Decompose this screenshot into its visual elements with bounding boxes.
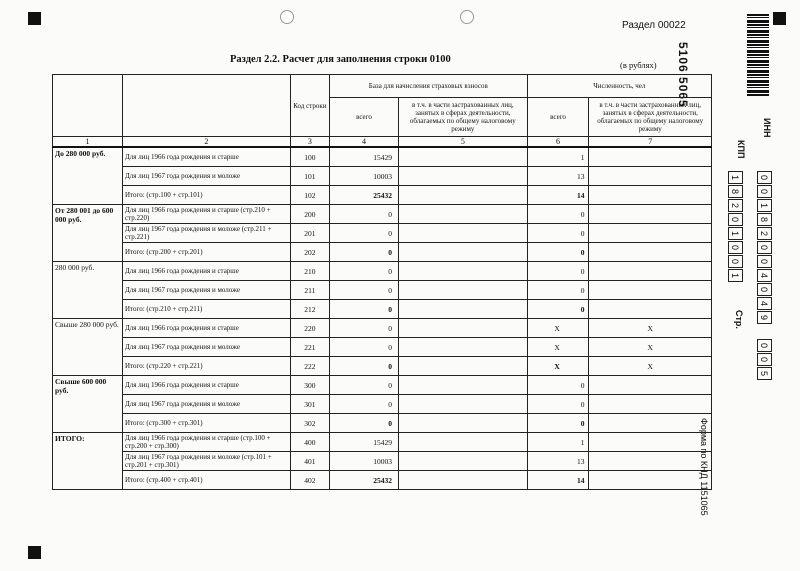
- count-total-value: X: [527, 319, 589, 338]
- count-sub-value: [589, 205, 712, 224]
- count-total-value: 0: [527, 205, 589, 224]
- count-total-value: 0: [527, 414, 589, 433]
- base-total-value: 0: [329, 224, 398, 243]
- row-description: Для лиц 1966 года рождения и старше (стр.210 + стр.220): [123, 205, 291, 224]
- inn-digit-cell: 0: [757, 171, 772, 184]
- section-code: Раздел 00022: [622, 20, 686, 31]
- row-description: Итого: (стр.300 + стр.301): [123, 414, 291, 433]
- header-base: База для начисления страховых взносов: [329, 75, 527, 98]
- header-base-total: всего: [329, 98, 398, 137]
- group-label: ИТОГО:: [53, 433, 123, 490]
- kpp-digit-cell: 1: [728, 227, 743, 240]
- base-sub-value: [398, 471, 527, 490]
- base-total-value: 0: [329, 395, 398, 414]
- base-sub-value: [398, 376, 527, 395]
- count-sub-value: [589, 224, 712, 243]
- base-total-value: 0: [329, 376, 398, 395]
- base-total-value: 0: [329, 357, 398, 376]
- inn-digit-cell: 0: [757, 255, 772, 268]
- row-description: Для лиц 1966 года рождения и старше: [123, 262, 291, 281]
- row-description: Для лиц 1967 года рождения и моложе: [123, 395, 291, 414]
- count-sub-value: [589, 452, 712, 471]
- row-code: 212: [290, 300, 329, 319]
- column-number: 3: [290, 137, 329, 148]
- count-sub-value: [589, 262, 712, 281]
- inn-cells: [758, 170, 771, 324]
- base-total-value: 0: [329, 262, 398, 281]
- header-empty-2: [123, 75, 291, 137]
- base-sub-value: [398, 338, 527, 357]
- count-total-value: 0: [527, 243, 589, 262]
- base-total-value: 0: [329, 281, 398, 300]
- table-row: [53, 433, 712, 452]
- inn-digit-cell: 0: [757, 241, 772, 254]
- count-sub-value: [589, 300, 712, 319]
- page-number-label: Стр.: [734, 310, 744, 329]
- punch-hole-left: [280, 10, 294, 24]
- count-total-value: 1: [527, 147, 589, 167]
- count-sub-value: [589, 471, 712, 490]
- table-row: [53, 281, 712, 300]
- row-description: Итого: (стр.210 + стр.211): [123, 300, 291, 319]
- row-description: Для лиц 1966 года рождения и старше (стр.100 + стр.200 + стр.300): [123, 433, 291, 452]
- row-description: Для лиц 1967 года рождения и моложе: [123, 281, 291, 300]
- row-description: Для лиц 1966 года рождения и старше: [123, 376, 291, 395]
- page-title: Раздел 2.2. Расчет для заполнения строки 0100: [230, 54, 451, 65]
- base-sub-value: [398, 224, 527, 243]
- base-total-value: 15429: [329, 433, 398, 452]
- kpp-digit-cell: 8: [728, 185, 743, 198]
- table-row: [53, 186, 712, 205]
- column-number: 6: [527, 137, 589, 148]
- inn-digit-cell: 9: [757, 311, 772, 324]
- inn-digit-cell: 4: [757, 269, 772, 282]
- kpp-digit-cell: 1: [728, 269, 743, 282]
- base-sub-value: [398, 262, 527, 281]
- header-count-total: всего: [527, 98, 589, 137]
- inn-digit-cell: 2: [757, 227, 772, 240]
- table-row: [53, 395, 712, 414]
- count-total-value: 13: [527, 452, 589, 471]
- row-description: Для лиц 1966 года рождения и старше: [123, 319, 291, 338]
- base-sub-value: [398, 205, 527, 224]
- base-sub-value: [398, 357, 527, 376]
- header-base-sub: в т.ч. в части застрахованных лиц, занятых в сферах деятельности, облагаемых по общему налоговому режиму: [398, 98, 527, 137]
- kpp-digit-cell: 2: [728, 199, 743, 212]
- count-total-value: 0: [527, 300, 589, 319]
- count-sub-value: X: [589, 319, 712, 338]
- inn-digit-cell: 0: [757, 283, 772, 296]
- table-row: [53, 205, 712, 224]
- base-total-value: 10003: [329, 452, 398, 471]
- count-sub-value: X: [589, 357, 712, 376]
- count-total-value: 14: [527, 186, 589, 205]
- base-total-value: 0: [329, 243, 398, 262]
- row-code: 402: [290, 471, 329, 490]
- count-sub-value: [589, 433, 712, 452]
- count-total-value: 0: [527, 376, 589, 395]
- count-total-value: 14: [527, 471, 589, 490]
- count-sub-value: [589, 243, 712, 262]
- count-sub-value: [589, 414, 712, 433]
- base-total-value: 15429: [329, 147, 398, 167]
- row-code: 221: [290, 338, 329, 357]
- count-sub-value: [589, 395, 712, 414]
- table-row: [53, 452, 712, 471]
- row-description: Итого: (стр.400 + стр.401): [123, 471, 291, 490]
- count-total-value: 1: [527, 433, 589, 452]
- table-row: [53, 167, 712, 186]
- row-code: 102: [290, 186, 329, 205]
- row-description: Для лиц 1967 года рождения и моложе: [123, 167, 291, 186]
- count-sub-value: [589, 376, 712, 395]
- inn-digit-cell: 1: [757, 199, 772, 212]
- base-sub-value: [398, 147, 527, 167]
- column-number: 1: [53, 137, 123, 148]
- base-sub-value: [398, 167, 527, 186]
- row-description: Для лиц 1966 года рождения и старше: [123, 147, 291, 167]
- row-code: 211: [290, 281, 329, 300]
- table-row: [53, 224, 712, 243]
- base-total-value: 0: [329, 414, 398, 433]
- kpp-digit-cell: 0: [728, 241, 743, 254]
- table-row: [53, 357, 712, 376]
- row-code: 101: [290, 167, 329, 186]
- base-sub-value: [398, 281, 527, 300]
- calculation-table: [52, 74, 712, 490]
- corner-marker-bottom-left: [28, 546, 41, 559]
- group-label: 280 000 руб.: [53, 262, 123, 319]
- base-total-value: 0: [329, 300, 398, 319]
- count-sub-value: [589, 147, 712, 167]
- row-code: 222: [290, 357, 329, 376]
- count-sub-value: X: [589, 338, 712, 357]
- count-total-value: 0: [527, 281, 589, 300]
- count-sub-value: [589, 186, 712, 205]
- base-total-value: 0: [329, 319, 398, 338]
- page-digit-cell: 0: [757, 339, 772, 352]
- count-total-value: 0: [527, 224, 589, 243]
- base-total-value: 0: [329, 338, 398, 357]
- group-label: Свыше 600 000 руб.: [53, 376, 123, 433]
- base-sub-value: [398, 186, 527, 205]
- table-row: [53, 147, 712, 167]
- base-total-value: 25432: [329, 186, 398, 205]
- table-row: [53, 338, 712, 357]
- barcode: [747, 14, 769, 96]
- base-sub-value: [398, 243, 527, 262]
- row-description: Для лиц 1967 года рождения и моложе: [123, 338, 291, 357]
- base-sub-value: [398, 433, 527, 452]
- group-label: До 280 000 руб.: [53, 147, 123, 205]
- base-sub-value: [398, 319, 527, 338]
- row-description: Итого: (стр.100 + стр.101): [123, 186, 291, 205]
- row-code: 202: [290, 243, 329, 262]
- column-number: 2: [123, 137, 291, 148]
- row-code: 302: [290, 414, 329, 433]
- table-row: [53, 243, 712, 262]
- row-code: 401: [290, 452, 329, 471]
- row-code: 220: [290, 319, 329, 338]
- row-description: Для лиц 1967 года рождения и моложе (стр.211 + стр.221): [123, 224, 291, 243]
- inn-digit-cell: 0: [757, 185, 772, 198]
- column-numbers-row: [53, 137, 712, 148]
- table-row: [53, 414, 712, 433]
- count-total-value: 13: [527, 167, 589, 186]
- page-number-cells: [758, 338, 771, 380]
- corner-marker-top-right: [773, 12, 786, 25]
- barcode-number: 5106 5065: [676, 42, 690, 108]
- row-code: 400: [290, 433, 329, 452]
- kpp-digit-cell: 0: [728, 213, 743, 226]
- column-number: 7: [589, 137, 712, 148]
- kpp-digit-cell: 1: [728, 171, 743, 184]
- column-number: 4: [329, 137, 398, 148]
- units-label: (в рублях): [620, 60, 657, 70]
- header-count-sub: в т.ч. в части застрахованных лиц, занятых в сферах деятельности, облагаемых по общему налоговому режиму: [589, 98, 712, 137]
- group-label: Свыше 280 000 руб.: [53, 319, 123, 376]
- kpp-digit-cell: 0: [728, 255, 743, 268]
- row-code: 301: [290, 395, 329, 414]
- row-code: 200: [290, 205, 329, 224]
- base-total-value: 25432: [329, 471, 398, 490]
- row-description: Итого: (стр.200 + стр.201): [123, 243, 291, 262]
- count-total-value: 0: [527, 395, 589, 414]
- inn-digit-cell: 8: [757, 213, 772, 226]
- count-sub-value: [589, 167, 712, 186]
- count-total-value: 0: [527, 262, 589, 281]
- table-row: [53, 471, 712, 490]
- row-code: 210: [290, 262, 329, 281]
- row-description: Для лиц 1967 года рождения и моложе (стр.101 + стр.201 + стр.301): [123, 452, 291, 471]
- header-empty-1: [53, 75, 123, 137]
- corner-marker-top-left: [28, 12, 41, 25]
- table-row: [53, 300, 712, 319]
- count-sub-value: [589, 281, 712, 300]
- count-total-value: X: [527, 338, 589, 357]
- page-digit-cell: 5: [757, 367, 772, 380]
- form-knd-label: Форма по КНД 1151065: [699, 418, 709, 516]
- table-row: [53, 376, 712, 395]
- base-sub-value: [398, 300, 527, 319]
- base-total-value: 10003: [329, 167, 398, 186]
- page-digit-cell: 0: [757, 353, 772, 366]
- base-sub-value: [398, 452, 527, 471]
- count-total-value: X: [527, 357, 589, 376]
- kpp-label: КПП: [736, 140, 746, 159]
- table-row: [53, 319, 712, 338]
- row-code: 201: [290, 224, 329, 243]
- group-label: От 280 001 до 600 000 руб.: [53, 205, 123, 262]
- kpp-cells: [729, 170, 742, 282]
- base-sub-value: [398, 395, 527, 414]
- punch-hole-right: [460, 10, 474, 24]
- table-row: [53, 262, 712, 281]
- header-code: Код строки: [290, 75, 329, 137]
- header-count: Численность, чел: [527, 75, 711, 98]
- base-sub-value: [398, 414, 527, 433]
- table-body: [53, 147, 712, 490]
- inn-label: ИНН: [762, 118, 772, 138]
- row-description: Итого: (стр.220 + стр.221): [123, 357, 291, 376]
- column-number: 5: [398, 137, 527, 148]
- row-code: 300: [290, 376, 329, 395]
- base-total-value: 0: [329, 205, 398, 224]
- row-code: 100: [290, 147, 329, 167]
- inn-digit-cell: 4: [757, 297, 772, 310]
